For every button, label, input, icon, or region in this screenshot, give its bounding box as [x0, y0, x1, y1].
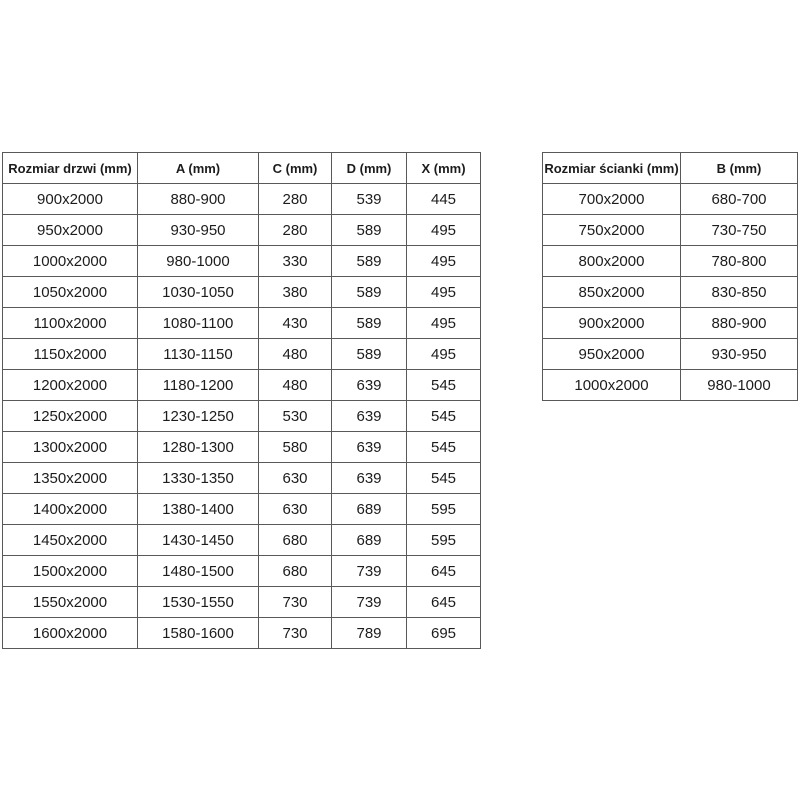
- table-row: [543, 308, 798, 339]
- table-cell: 530: [259, 401, 332, 432]
- table-row: [3, 215, 481, 246]
- table-cell: 589: [332, 308, 407, 339]
- table-cell: 1250x2000: [3, 401, 138, 432]
- table-cell: 789: [332, 618, 407, 649]
- table-cell: 1080-1100: [138, 308, 259, 339]
- table-cell: 830-850: [681, 277, 798, 308]
- table-cell: 1180-1200: [138, 370, 259, 401]
- table-cell: 1380-1400: [138, 494, 259, 525]
- table-cell: 480: [259, 370, 332, 401]
- table-cell: 645: [407, 587, 481, 618]
- table-cell: 1280-1300: [138, 432, 259, 463]
- table-cell: 730: [259, 587, 332, 618]
- table-cell: 1480-1500: [138, 556, 259, 587]
- table-cell: 1130-1150: [138, 339, 259, 370]
- table-cell: 639: [332, 432, 407, 463]
- table-row: [3, 277, 481, 308]
- table-cell: 595: [407, 525, 481, 556]
- table-row: [3, 370, 481, 401]
- table-cell: 1000x2000: [3, 246, 138, 277]
- table-cell: 545: [407, 463, 481, 494]
- table-row: [3, 184, 481, 215]
- table-row: [3, 246, 481, 277]
- table-cell: 930-950: [138, 215, 259, 246]
- table-cell: 1580-1600: [138, 618, 259, 649]
- table-cell: 1300x2000: [3, 432, 138, 463]
- header-cell: C (mm): [259, 153, 332, 184]
- door-sizes-table: [2, 152, 481, 649]
- table-cell: 589: [332, 277, 407, 308]
- table-row: [3, 432, 481, 463]
- table-cell: 850x2000: [543, 277, 681, 308]
- table-cell: 1350x2000: [3, 463, 138, 494]
- table-row: [3, 525, 481, 556]
- table-cell: 430: [259, 308, 332, 339]
- table-row: [3, 556, 481, 587]
- table-cell: 545: [407, 401, 481, 432]
- table-cell: 630: [259, 463, 332, 494]
- wall-panel-sizes-table: [542, 152, 798, 401]
- table-cell: 1000x2000: [543, 370, 681, 401]
- table-cell: 445: [407, 184, 481, 215]
- table-cell: 680: [259, 525, 332, 556]
- table-cell: 1550x2000: [3, 587, 138, 618]
- header-cell: Rozmiar drzwi (mm): [3, 153, 138, 184]
- table-cell: 1100x2000: [3, 308, 138, 339]
- table-cell: 739: [332, 587, 407, 618]
- table-cell: 1430-1450: [138, 525, 259, 556]
- table-cell: 695: [407, 618, 481, 649]
- table-cell: 800x2000: [543, 246, 681, 277]
- table-cell: 880-900: [681, 308, 798, 339]
- table-cell: 589: [332, 339, 407, 370]
- table-cell: 639: [332, 401, 407, 432]
- table-cell: 280: [259, 184, 332, 215]
- table-row: [3, 401, 481, 432]
- table-cell: 880-900: [138, 184, 259, 215]
- header-cell: X (mm): [407, 153, 481, 184]
- table-row: [3, 494, 481, 525]
- table-cell: 680-700: [681, 184, 798, 215]
- table-cell: 589: [332, 246, 407, 277]
- table-cell: 1050x2000: [3, 277, 138, 308]
- table-cell: 545: [407, 370, 481, 401]
- table-cell: 1200x2000: [3, 370, 138, 401]
- table-cell: 495: [407, 215, 481, 246]
- table-cell: 330: [259, 246, 332, 277]
- table-cell: 900x2000: [3, 184, 138, 215]
- table-cell: 589: [332, 215, 407, 246]
- table-cell: 700x2000: [543, 184, 681, 215]
- table-cell: 630: [259, 494, 332, 525]
- table-row: [3, 339, 481, 370]
- table-cell: 730-750: [681, 215, 798, 246]
- table-cell: 1150x2000: [3, 339, 138, 370]
- header-cell: Rozmiar ścianki (mm): [543, 153, 681, 184]
- header-cell: A (mm): [138, 153, 259, 184]
- header-row: [543, 153, 798, 184]
- table-cell: 1500x2000: [3, 556, 138, 587]
- table-row: [3, 463, 481, 494]
- header-cell: B (mm): [681, 153, 798, 184]
- table-cell: 639: [332, 370, 407, 401]
- table-row: [3, 308, 481, 339]
- table-cell: 730: [259, 618, 332, 649]
- table-row: [3, 587, 481, 618]
- table-row: [543, 370, 798, 401]
- table-cell: 495: [407, 339, 481, 370]
- table-cell: 1030-1050: [138, 277, 259, 308]
- table-row: [543, 277, 798, 308]
- header-row: [3, 153, 481, 184]
- table-cell: 980-1000: [138, 246, 259, 277]
- table-cell: 639: [332, 463, 407, 494]
- table-cell: 689: [332, 494, 407, 525]
- table-cell: 495: [407, 308, 481, 339]
- table-cell: 680: [259, 556, 332, 587]
- table-cell: 645: [407, 556, 481, 587]
- table-cell: 1330-1350: [138, 463, 259, 494]
- table-row: [543, 339, 798, 370]
- table-cell: 380: [259, 277, 332, 308]
- table-row: [3, 618, 481, 649]
- table-cell: 595: [407, 494, 481, 525]
- header-cell: D (mm): [332, 153, 407, 184]
- table-cell: 739: [332, 556, 407, 587]
- table-cell: 900x2000: [543, 308, 681, 339]
- table-cell: 495: [407, 277, 481, 308]
- table-cell: 545: [407, 432, 481, 463]
- table-cell: 689: [332, 525, 407, 556]
- table-cell: 980-1000: [681, 370, 798, 401]
- table-row: [543, 184, 798, 215]
- table-cell: 950x2000: [543, 339, 681, 370]
- table-cell: 1450x2000: [3, 525, 138, 556]
- table-cell: 1400x2000: [3, 494, 138, 525]
- table-cell: 950x2000: [3, 215, 138, 246]
- table-cell: 539: [332, 184, 407, 215]
- table-cell: 580: [259, 432, 332, 463]
- table-row: [543, 215, 798, 246]
- table-cell: 780-800: [681, 246, 798, 277]
- table-row: [543, 246, 798, 277]
- table-cell: 480: [259, 339, 332, 370]
- table-cell: 495: [407, 246, 481, 277]
- table-cell: 1230-1250: [138, 401, 259, 432]
- table-cell: 750x2000: [543, 215, 681, 246]
- table-cell: 280: [259, 215, 332, 246]
- table-cell: 1530-1550: [138, 587, 259, 618]
- table-cell: 1600x2000: [3, 618, 138, 649]
- table-cell: 930-950: [681, 339, 798, 370]
